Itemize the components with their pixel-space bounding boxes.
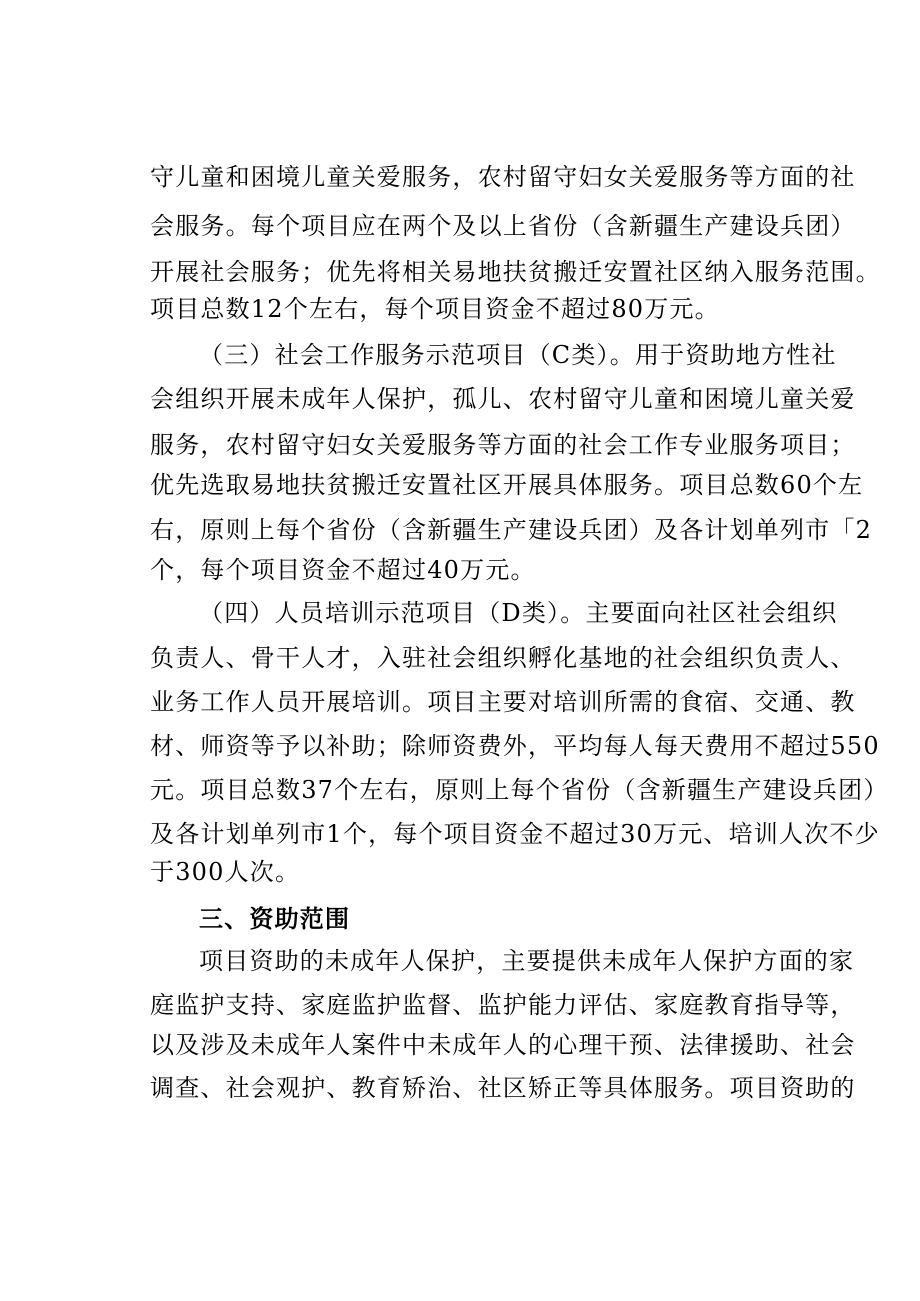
body-text-line: 守儿童和困境儿童关爱服务，农村留守妇女关爱服务等方面的社 [150, 163, 856, 191]
body-text-line: 负责人、骨干人才，入驻社会组织孵化基地的社会组织负责人、 [150, 644, 856, 672]
body-text-line: 开展社会服务；优先将相关易地扶贫搬迁安置社区纳入服务范围。 [150, 258, 881, 286]
body-text-line: 会服务。每个项目应在两个及以上省份（含新疆生产建设兵团） [150, 212, 856, 240]
body-text-line: 优先选取易地扶贫搬迁安置社区开展具体服务。项目总数60个左 [150, 471, 864, 499]
body-text-line: 及各计划单列市1个，每个项目资金不超过30万元、培训人次不少 [150, 820, 880, 848]
body-text-line: 元。项目总数37个左右，原则上每个省份（含新疆生产建设兵团） [150, 776, 889, 804]
body-text-line: 个，每个项目资金不超过40万元。 [150, 556, 536, 584]
body-text-line: 项目资助的未成年人保护，主要提供未成年人保护方面的家 [199, 947, 855, 975]
body-text-line: 会组织开展未成年人保护，孤儿、农村留守儿童和困境儿童关爱 [150, 385, 856, 413]
body-text-line: 右，原则上每个省份（含新疆生产建设兵团）及各计划单列市「2 [150, 516, 873, 544]
body-text-line: 调查、社会观护、教育矫治、社区矫正等具体服务。项目资助的 [150, 1074, 856, 1102]
body-text-line: 材、师资等予以补助；除师资费外，平均每人每天费用不超过550 [150, 732, 880, 760]
body-text-line: 业务工作人员开展培训。项目主要对培训所需的食宿、交通、教 [150, 688, 856, 716]
body-text-line: 以及涉及未成年人案件中未成年人的心理干预、法律援助、社会 [150, 1031, 856, 1059]
body-text-line: 于300人次。 [150, 858, 301, 886]
section-heading-c: （三）社会工作服务示范项目（C类）。用于资助地方性社 [199, 341, 837, 369]
chapter-heading-funding-scope: 三、资助范围 [199, 905, 351, 933]
section-heading-d: （四）人员培训示范项目（D类）。主要面向社区社会组织 [199, 599, 838, 627]
body-text-line: 项目总数12个左右，每个项目资金不超过80万元。 [150, 295, 720, 323]
body-text-line: 服务，农村留守妇女关爱服务等方面的社会工作专业服务项目； [150, 431, 856, 459]
body-text-line: 庭监护支持、家庭监护监督、监护能力评估、家庭教育指导等， [150, 991, 856, 1019]
